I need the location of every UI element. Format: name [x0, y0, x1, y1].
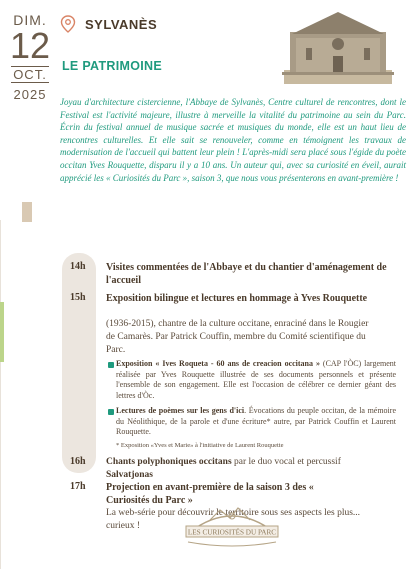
date-day: 12	[9, 25, 51, 66]
date-month: OCT.	[13, 67, 47, 82]
decorative-tan-bar	[22, 202, 32, 222]
program-time: 17h	[70, 481, 86, 492]
footnote: * Exposition «Yves et Marie» à l'initiative de Laurent Rouquette	[116, 442, 284, 449]
program-title: Chants polyphoniques occitans	[106, 457, 232, 467]
section-title: LE PATRIMOINE	[62, 59, 162, 73]
location-name: SYLVANÈS	[85, 17, 158, 32]
sub-item-label: Lectures de poèmes sur les gens d'ici	[116, 406, 245, 415]
program-title: Exposition bilingue et lectures en hommage à Yves Rouquette	[106, 293, 368, 304]
sub-item	[116, 406, 396, 438]
svg-text:LES CURIOSITÉS DU PARC: LES CURIOSITÉS DU PARC	[187, 528, 277, 537]
program-description: (1936-2015), chantre de la culture occitane, enraciné dans le Rougier de Camarès. Par Patrick Couffin, membre du Comité scientifique du Parc.	[106, 319, 369, 355]
program-title: Projection en avant-première de la saison 3 des « Curiosités du Parc »	[106, 482, 314, 506]
sub-item-text: . Évocations du peuple occitan, de la mémoire du Néolithique, de la parole et d'une écriture* autre, par Patrick Couffin et Laurent Rouquette.	[116, 406, 396, 437]
program-description: par le duo vocal et percussif	[234, 457, 341, 467]
program-performer: Salvatjonas	[106, 469, 153, 480]
timeline-bar	[62, 253, 96, 473]
decorative-green-edge	[0, 302, 4, 362]
program-time: 15h	[70, 292, 86, 303]
sub-item-text: (CAP l'ÒC) largement réalisée par Yves Rouquette illustrée de ses documents personnels et présente l'ensemble de son engagement. Elle est l'occasion de célébrer ce dernier géant des lettres d'Òc.	[116, 359, 397, 400]
location-pin-icon	[60, 15, 76, 33]
abbey-illustration	[282, 10, 394, 84]
page-edge-line	[0, 220, 1, 569]
program-line	[106, 456, 346, 482]
program-time: 14h	[70, 261, 86, 272]
program-time: 16h	[70, 456, 86, 467]
program-title: Visites commentées de l'Abbaye et du chantier d'aménagement de l'accueil	[106, 262, 387, 286]
curiosites-du-parc-logo	[180, 502, 284, 548]
sub-item-label: Exposition « Ives Roqueta - 60 ans de creacion occitana »	[116, 359, 320, 368]
program-description: La web-série pour découvrir le territoire sous ses aspects les plus... curieux !	[106, 508, 361, 531]
sub-item	[116, 359, 396, 401]
date-year: 2025	[13, 87, 47, 102]
bullet-icon	[108, 362, 114, 368]
bullet-icon	[108, 409, 114, 415]
event-date	[8, 12, 52, 102]
date-day-of-week: DIM.	[13, 12, 47, 28]
intro-paragraph: Joyau d'architecture cistercienne, l'Abbaye de Sylvanès, Centre culturel de rencontres, dont le Festival est l'activité majeure, illustre à merveille la vitalité du patrimoine au sein du Parc. Écrin du festival annuel de musique sacrée et musiques du monde, elle est un haut lieu de rencontres culturelles. Et elle sait se renouveler, comme en témoignent les travaux de modernisation de l'accueil qui battent leur plein ! L'après-midi sera placé sous l'égide du poète occitan Yves Rouquette, disparu il y a 10 ans. Un auteur qui, avec sa curiosité en éveil, aurait apprécié les « Curiosités du Parc », saison 3, que nous vous présenterons en avant-première !	[60, 97, 406, 183]
